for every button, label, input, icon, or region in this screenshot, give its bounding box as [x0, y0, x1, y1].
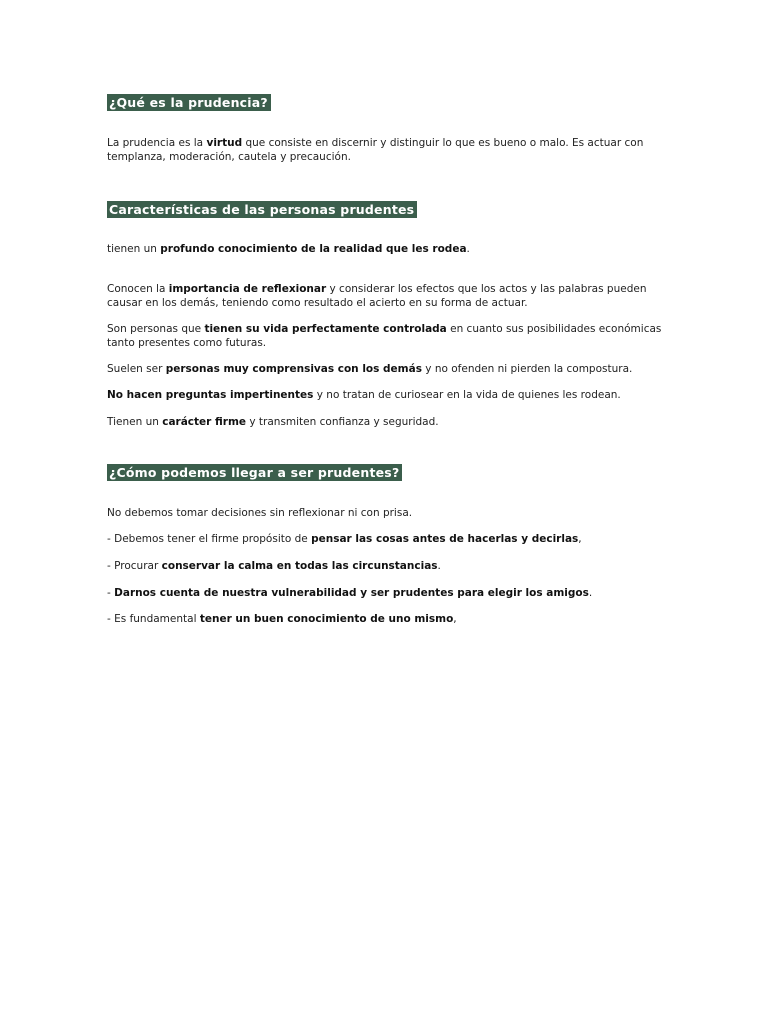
text-run: - Procurar: [107, 560, 162, 572]
bold-text-run: personas muy comprensivas con los demás: [165, 363, 422, 375]
text-run: .: [588, 587, 593, 599]
paragraph: [107, 389, 667, 403]
paragraph: [107, 243, 667, 257]
bold-text-run: pensar las cosas antes de hacerlas y decirlas: [311, 533, 579, 545]
bold-text-run: profundo conocimiento de la realidad que les rodea: [160, 243, 467, 255]
text-run: y no tratan de curiosear en la vida de quienes les rodean.: [313, 389, 621, 401]
section-heading-como-llegar: ¿Cómo podemos llegar a ser prudentes?: [107, 464, 402, 481]
text-run: ,: [453, 613, 457, 625]
bold-text-run: tienen su vida perfectamente controlada: [204, 323, 447, 335]
text-run: que consiste en discernir y distinguir lo que es bueno o malo. Es actuar con templanza, moderación, cautela y precaución.: [107, 137, 644, 163]
bold-text-run: importancia de reflexionar: [168, 283, 327, 295]
paragraph: [107, 137, 667, 164]
paragraph: [107, 363, 667, 377]
text-run: Son personas que: [107, 323, 205, 335]
text-run: Tienen un: [107, 416, 163, 428]
paragraph: [107, 323, 667, 350]
section-heading-caracteristicas: Características de las personas prudentes: [107, 201, 417, 218]
text-run: -: [107, 587, 115, 599]
paragraph: [107, 560, 667, 574]
text-run: .: [466, 243, 470, 255]
text-run: - Debemos tener el firme propósito de: [107, 533, 312, 545]
text-run: .: [437, 560, 441, 572]
paragraph: [107, 283, 667, 310]
bold-text-run: carácter firme: [162, 416, 247, 428]
text-run: La prudencia es la: [107, 137, 207, 149]
text-run: Suelen ser: [107, 363, 166, 375]
bold-text-run: virtud: [206, 137, 243, 149]
bold-text-run: conservar la calma en todas las circunstancias: [161, 560, 438, 572]
section-heading-prudencia: ¿Qué es la prudencia?: [107, 94, 271, 111]
text-run: No debemos tomar decisiones sin reflexionar ni con prisa.: [107, 507, 413, 519]
paragraph: [107, 416, 667, 430]
text-run: y no ofenden ni pierden la compostura.: [421, 363, 633, 375]
paragraph: [107, 507, 667, 521]
text-run: tienen un: [107, 243, 161, 255]
paragraph: [107, 613, 667, 627]
text-run: en cuanto sus posibilidades económicas tanto presentes como futuras.: [107, 323, 662, 349]
bold-text-run: Darnos cuenta de nuestra vulnerabilidad y ser prudentes para elegir los amigos: [114, 587, 589, 599]
bold-text-run: No hacen preguntas impertinentes: [107, 389, 314, 401]
text-run: y considerar los efectos que los actos y las palabras pueden causar en los demás, teniendo como resultado el acierto en su forma de actuar.: [107, 283, 647, 309]
text-run: ,: [578, 533, 582, 545]
bold-text-run: tener un buen conocimiento de uno mismo: [199, 613, 454, 625]
text-run: y transmiten confianza y seguridad.: [246, 416, 439, 428]
paragraph: [107, 587, 667, 601]
text-run: Conocen la: [107, 283, 169, 295]
paragraph: [107, 533, 667, 547]
text-run: - Es fundamental: [107, 613, 200, 625]
